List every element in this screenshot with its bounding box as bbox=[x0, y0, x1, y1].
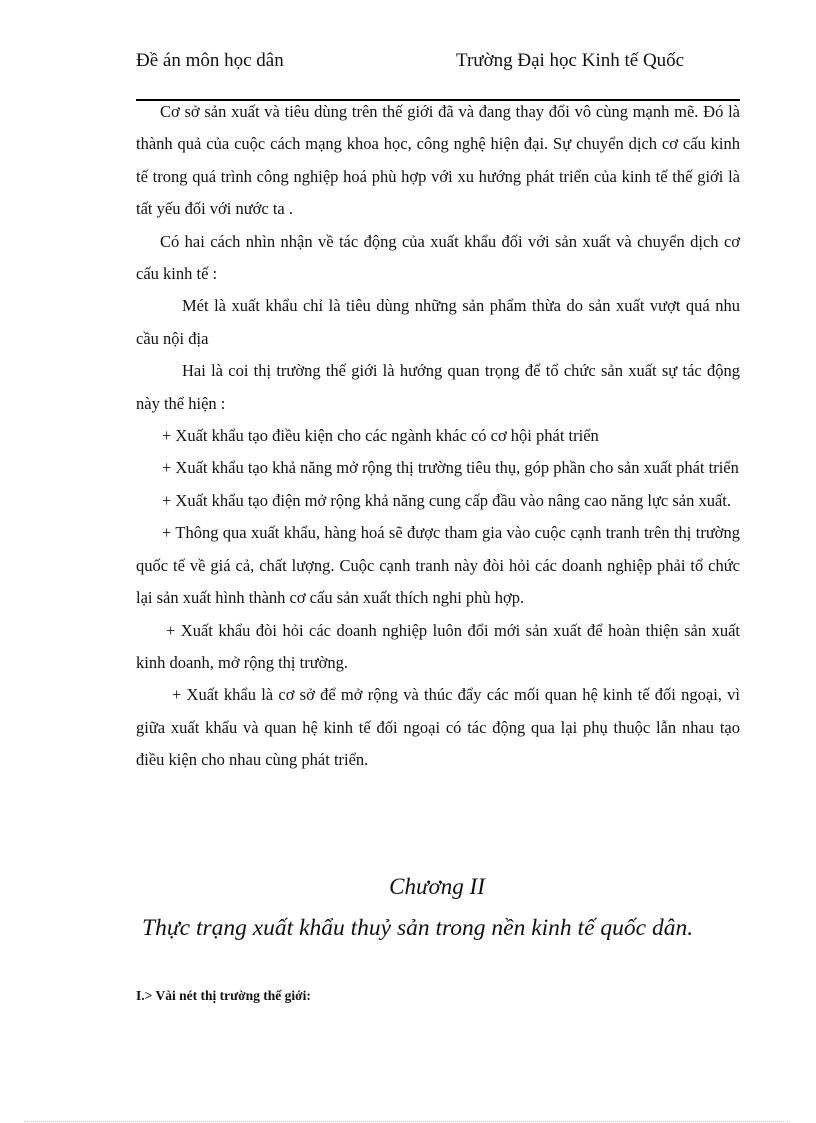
paragraph: Có hai cách nhìn nhận về tác động của xuất khẩu đối với sản xuất và chuyển dịch cơ cấu kinh tế : bbox=[136, 231, 740, 284]
header-course-label: Đề án môn học dân bbox=[136, 50, 284, 71]
bullet-paragraph: + Xuất khẩu là cơ sở để mở rộng và thúc đẩy các mối quan hệ kinh tế đối ngoại, vì giữa xuất khẩu và quan hệ kinh tế đối ngoại có tác động qua lại phụ thuộc lẫn nhau tạo điều kiện cho nhau cùng phát triển. bbox=[136, 685, 740, 770]
chapter-heading: Chương II bbox=[389, 874, 485, 899]
paragraph: Hai là coi thị trường thế giới là hướng quan trọng để tổ chức sản xuất sự tác động này thể hiện : bbox=[136, 361, 740, 413]
bullet-paragraph: + Xuất khẩu tạo điện mở rộng khả năng cung cấp đầu vào nâng cao năng lực sản xuất. bbox=[162, 490, 732, 510]
bullet-paragraph: + Xuất khẩu tạo điều kiện cho các ngành khác có cơ hội phát triển bbox=[162, 426, 599, 446]
bullet-paragraph: + Xuất khẩu tạo khả năng mở rộng thị trường tiêu thụ, góp phần cho sản xuất phát triển bbox=[162, 458, 739, 478]
page-header bbox=[136, 48, 740, 98]
bullet-paragraph: + Xuất khẩu đòi hỏi các doanh nghiệp luôn đổi mới sản xuất để hoàn thiện sản xuất kinh doanh, mở rộng thị trường. bbox=[136, 620, 740, 672]
paragraph: Cơ sở sản xuất và tiêu dùng trên thế giới đã và đang thay đổi vô cùng mạnh mẽ. Đó là thành quả của cuộc cách mạng khoa học, công nghệ hiện đại. Sự chuyển dịch cơ cấu kinh tế trong quá trình công nghiệp hoá phù hợp với xu hướng phát triển của kinh tế thế giới là tất yếu đối với nước ta . bbox=[136, 102, 740, 219]
section-heading: I.> Vài nét thị trường thế giới: bbox=[136, 988, 311, 1003]
page-bottom-rule bbox=[24, 1121, 790, 1122]
bullet-paragraph: + Thông qua xuất khẩu, hàng hoá sẽ được tham gia vào cuộc cạnh tranh trên thị trường quốc tế về giá cả, chất lượng. Cuộc cạnh tranh này đòi hỏi các doanh nghiệp phải tổ chức lại sản xuất hình thành cơ cấu sản xuất thích nghi phù hợp. bbox=[136, 523, 740, 608]
chapter-title: Thực trạng xuất khẩu thuỷ sản trong nền kinh tế quốc dân. bbox=[142, 915, 694, 941]
header-university-label: Trường Đại học Kinh tế Quốc bbox=[456, 50, 685, 71]
body-text bbox=[136, 96, 740, 777]
paragraph: Mét là xuất khẩu chỉ là tiêu dùng những sản phẩm thừa do sản xuất vượt quá nhu cầu nội địa bbox=[136, 296, 740, 348]
